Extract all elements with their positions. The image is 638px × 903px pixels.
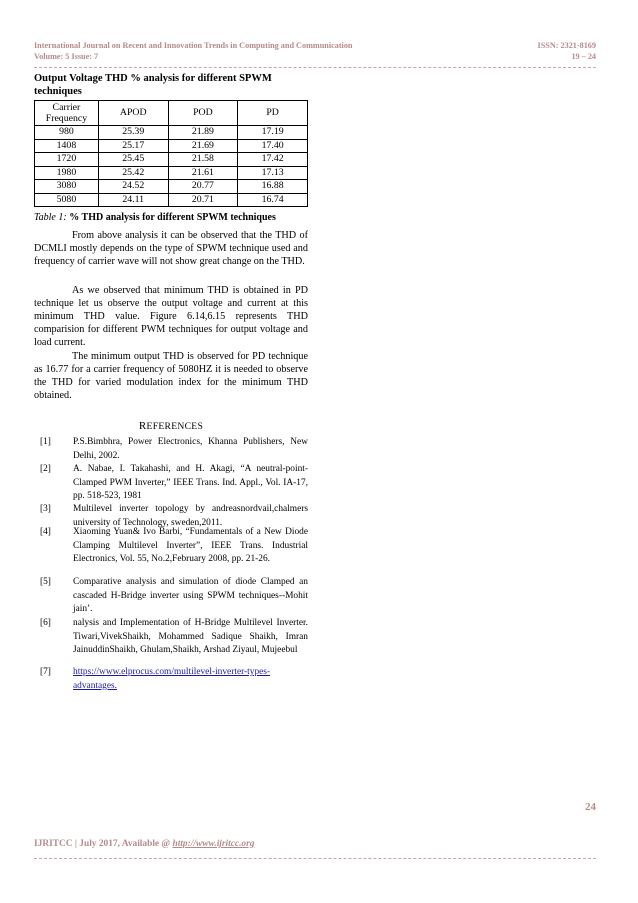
journal-name: International Journal on Recent and Innovation Trends in Computing and Communication [34,41,353,50]
table-header-row [35,101,308,126]
table-row: 1720 25.45 21.58 17.42 [35,153,308,167]
body-paragraph-2: As we observed that minimum THD is obtained in PD technique let us observe the output voltage and current at this minimum THD value. Figure 6.14,6.15 represents THD comparision for different PWM techniques for output voltage and load current. [34,285,308,349]
caption-label: Table 1: [34,212,67,223]
table-title: Output Voltage THD % analysis for different SPWM techniques [34,73,272,97]
header-divider [34,67,596,68]
col-header-carrier: Carrier Frequency [35,101,99,126]
footer-link[interactable]: http://www.ijritcc.org [172,839,255,849]
col-header-pd: PD [238,101,308,126]
footer-text: IJRITCC | July 2017, Available @ [34,839,173,849]
table-row: 3080 24.52 20.77 16.88 [35,180,308,194]
table-row: 1408 25.17 21.69 17.40 [35,139,308,153]
body-paragraph-1: From above analysis it can be observed that the THD of DCMLI mostly depends on the type of SPWM technique used and frequency of carrier wave will not show great change on the THD. [34,230,308,268]
thd-table [34,100,308,207]
col-header-pod: POD [168,101,238,126]
volume-issue: Volume: 5 Issue: 7 [34,52,99,61]
page-range: 19 – 24 [571,52,596,61]
footer-divider [34,858,596,859]
reference-link[interactable]: https://www.elprocus.com/multilevel-inverter-types-advantages. [73,667,271,691]
footer [34,839,254,849]
references-heading: REFERENCES [138,420,204,432]
page-number: 24 [585,801,596,813]
caption-text: % THD analysis for different SPWM techniques [69,212,276,223]
body-paragraph-3: The minimum output THD is observed for PD technique as 16.77 for a carrier frequency of 5080HZ it is needed to observe the THD for varied modulation index for the minimum THD obtained. [34,351,308,402]
table-caption [34,211,308,224]
issn: ISSN: 2321-8169 [537,41,596,50]
table-row: 1980 25.42 21.61 17.13 [35,166,308,180]
table-row: 5080 24.11 20.71 16.74 [35,193,308,207]
table-row: 980 25.39 21.89 17.19 [35,126,308,140]
col-header-apod: APOD [98,101,168,126]
